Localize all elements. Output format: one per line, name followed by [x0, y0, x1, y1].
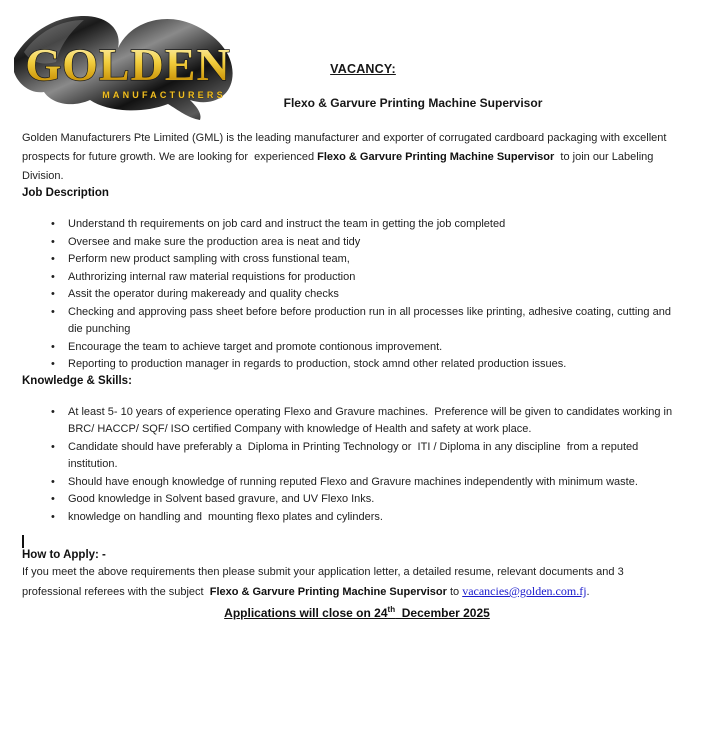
knowledge-skills-item: • At least 5- 10 years of experience operating Flexo and Gravure machines. Preference will be given to candidates working in BRC/ HACCP/ SQF/ ISO certified Company with knowledge of Health and safety at work place.	[50, 404, 680, 439]
job-description-item: • Oversee and make sure the production area is neat and tidy	[50, 234, 680, 252]
vacancy-heading: VACANCY:	[330, 62, 396, 76]
knowledge-skills-list	[50, 404, 680, 527]
job-description-item: • Authrorizing internal raw material requistions for production	[50, 269, 680, 287]
logo-wordmark: GOLDEN	[25, 39, 231, 90]
knowledge-skills-item: • Candidate should have preferably a Diploma in Printing Technology or ITI / Diploma in any discipline from a reputed institution.	[50, 439, 680, 474]
job-description-item: • Checking and approving pass sheet before before production run in all processes like printing, adhesive coating, cutting and die punching	[50, 304, 680, 339]
how-to-apply-heading: How to Apply: -	[22, 549, 106, 561]
apply-text: If you meet the above requirements then please submit your application letter, a detailed resume, relevant documents and 3 professional referees with the subject	[22, 566, 627, 598]
document-body	[22, 129, 680, 621]
apply-text-after: .	[586, 586, 590, 598]
job-description-item: • Encourage the team to achieve target and promote contionous improvement.	[50, 339, 680, 357]
knowledge-skills-item: • Good knowledge in Solvent based gravure, and UV Flexo Inks.	[50, 491, 680, 509]
job-description-item: • Reporting to production manager in regards to production, stock amnd other related production issues.	[50, 356, 680, 374]
job-description-item: • Understand th requirements on job card and instruct the team in getting the job completed	[50, 216, 680, 234]
text-insertion-cursor	[22, 535, 24, 548]
intro-position-bold: Flexo & Garvure Printing Machine Supervisor	[317, 151, 555, 163]
closing-date-line	[28, 602, 686, 621]
email-link[interactable]: vacancies@golden.com.fj	[462, 584, 587, 598]
knowledge-skills-heading: Knowledge & Skills:	[22, 374, 132, 387]
job-description-list	[50, 216, 680, 374]
apply-text-between: to	[446, 586, 463, 598]
cursor-line	[22, 535, 680, 548]
logo-subtitle: MANUFACTURERS	[102, 90, 226, 100]
closing-ordinal-suffix: th	[387, 605, 396, 614]
position-title: Flexo & Garvure Printing Machine Supervisor	[283, 96, 543, 110]
intro-text-after: to join our Labeling Division.	[22, 151, 657, 182]
intro-paragraph	[22, 129, 680, 186]
intro-text: Golden Manufacturers Pte Limited (GML) is the leading manufacturer and exporter of corrugated cardboard packaging with excellent prospects for future growth. We are looking for experienced	[22, 132, 670, 163]
how-to-apply-paragraph	[22, 563, 680, 602]
job-description-heading: Job Description	[22, 187, 109, 199]
job-description-item: • Assit the operator during makeready and quality checks	[50, 286, 680, 304]
apply-position-bold: Flexo & Garvure Printing Machine Supervisor	[209, 586, 447, 598]
closing-text: Applications will close on 24	[224, 606, 388, 620]
knowledge-skills-item: • Should have enough knowledge of running reputed Flexo and Gravure machines independently with minimum waste.	[50, 474, 680, 492]
closing-text-after: December 2025	[395, 606, 490, 620]
job-description-item: • Perform new product sampling with cross funstional team,	[50, 251, 680, 269]
knowledge-skills-item: • knowledge on handling and mounting flexo plates and cylinders.	[50, 509, 680, 527]
